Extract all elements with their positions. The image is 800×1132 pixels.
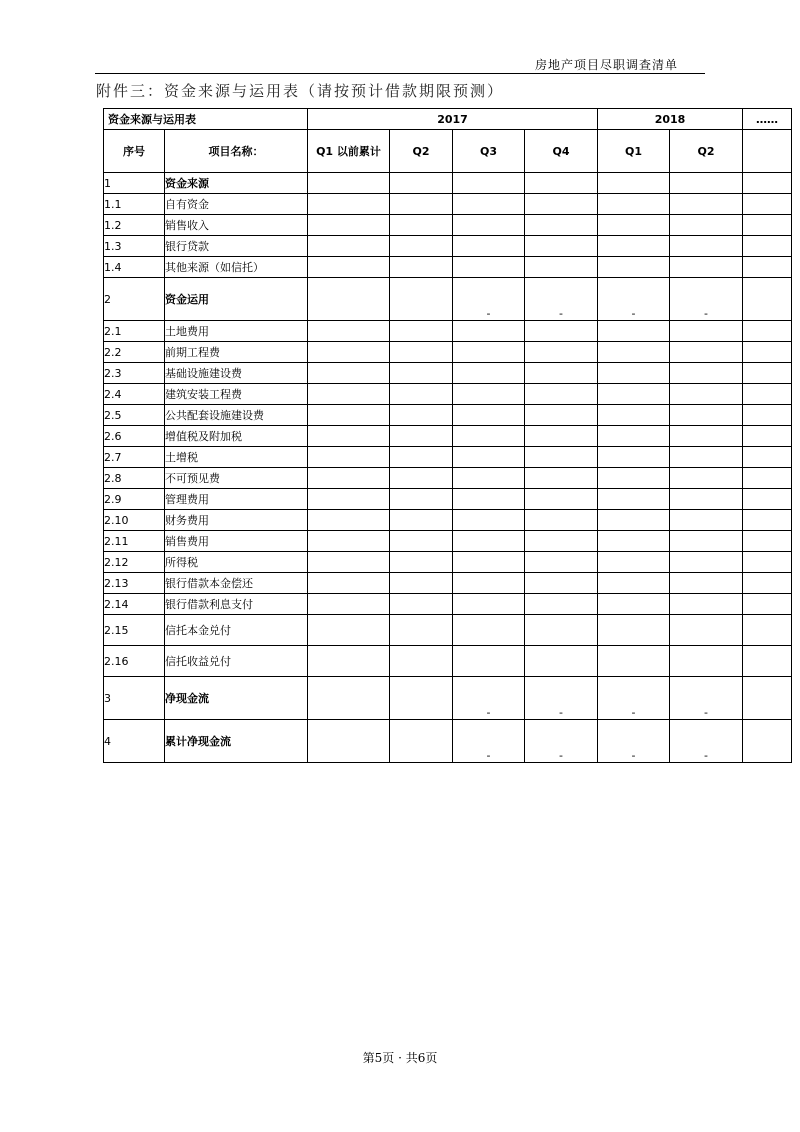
value-cell — [453, 468, 525, 489]
value-cell — [670, 447, 743, 468]
value-cell — [453, 384, 525, 405]
value-cell — [390, 426, 453, 447]
dash-mark: - — [453, 677, 525, 720]
table-row — [104, 215, 792, 236]
value-cell — [598, 489, 670, 510]
value-cell — [670, 646, 743, 677]
row-number: 2.4 — [104, 384, 165, 405]
row-item-name: 净现金流 — [165, 677, 308, 720]
dash-mark: - — [598, 677, 670, 720]
value-cell — [453, 215, 525, 236]
quarter-header: Q1 — [598, 130, 670, 173]
value-cell — [453, 615, 525, 646]
value-cell — [670, 426, 743, 447]
value-cell — [453, 489, 525, 510]
row-number: 1.4 — [104, 257, 165, 278]
row-number: 2.9 — [104, 489, 165, 510]
value-cell — [390, 257, 453, 278]
year-header: …… — [743, 109, 792, 130]
value-cell — [390, 447, 453, 468]
row-number: 2.1 — [104, 321, 165, 342]
value-cell — [598, 405, 670, 426]
page-footer: 第5页 · 共6页 — [362, 1051, 438, 1065]
row-number: 2.8 — [104, 468, 165, 489]
funds-table — [103, 108, 792, 763]
row-number: 2.14 — [104, 594, 165, 615]
value-cell — [308, 615, 390, 646]
value-cell — [390, 489, 453, 510]
row-number: 2.12 — [104, 552, 165, 573]
value-cell — [670, 615, 743, 646]
row-item-name: 不可预见费 — [165, 468, 308, 489]
value-cell — [598, 173, 670, 194]
value-cell — [743, 615, 792, 646]
value-cell — [308, 720, 390, 763]
row-number: 2.3 — [104, 363, 165, 384]
row-item-name: 销售费用 — [165, 531, 308, 552]
row-item-name: 资金来源 — [165, 173, 308, 194]
value-cell — [670, 363, 743, 384]
row-number: 3 — [104, 677, 165, 720]
row-number: 4 — [104, 720, 165, 763]
value-cell — [525, 510, 598, 531]
value-cell — [743, 363, 792, 384]
value-cell — [453, 447, 525, 468]
value-cell — [525, 552, 598, 573]
value-cell — [308, 552, 390, 573]
year-header: 2017 — [308, 109, 598, 130]
table-row — [104, 173, 792, 194]
value-cell — [670, 552, 743, 573]
value-cell — [598, 384, 670, 405]
value-cell — [390, 468, 453, 489]
table-row — [104, 194, 792, 215]
quarter-header: Q2 — [670, 130, 743, 173]
value-cell — [525, 363, 598, 384]
row-item-name: 信托本金兑付 — [165, 615, 308, 646]
value-cell — [390, 215, 453, 236]
value-cell — [308, 594, 390, 615]
value-cell — [390, 278, 453, 321]
value-cell — [525, 426, 598, 447]
value-cell — [308, 510, 390, 531]
table-row — [104, 236, 792, 257]
dash-mark: - — [598, 278, 670, 321]
value-cell — [308, 321, 390, 342]
row-item-name: 其他来源（如信托） — [165, 257, 308, 278]
row-number: 2.16 — [104, 646, 165, 677]
value-cell — [308, 468, 390, 489]
value-cell — [598, 236, 670, 257]
value-cell — [598, 646, 670, 677]
value-cell — [308, 215, 390, 236]
value-cell — [743, 447, 792, 468]
value-cell — [743, 646, 792, 677]
value-cell — [453, 426, 525, 447]
value-cell — [525, 573, 598, 594]
table-row — [104, 510, 792, 531]
value-cell — [308, 573, 390, 594]
value-cell — [598, 257, 670, 278]
value-cell — [670, 489, 743, 510]
value-cell — [743, 236, 792, 257]
row-number: 1.1 — [104, 194, 165, 215]
value-cell — [390, 384, 453, 405]
table-row — [104, 342, 792, 363]
column-header-name: 项目名称： — [165, 130, 308, 173]
value-cell — [670, 236, 743, 257]
value-cell — [743, 489, 792, 510]
value-cell — [453, 342, 525, 363]
row-number: 1.2 — [104, 215, 165, 236]
row-item-name: 所得税 — [165, 552, 308, 573]
value-cell — [525, 342, 598, 363]
value-cell — [598, 531, 670, 552]
table-row — [104, 594, 792, 615]
value-cell — [670, 531, 743, 552]
value-cell — [525, 594, 598, 615]
value-cell — [390, 405, 453, 426]
table-row — [104, 363, 792, 384]
dash-mark: - — [525, 720, 598, 763]
dash-mark: - — [453, 278, 525, 321]
value-cell — [670, 215, 743, 236]
row-number: 2.5 — [104, 405, 165, 426]
value-cell — [670, 573, 743, 594]
row-number: 2 — [104, 278, 165, 321]
dash-mark: - — [670, 677, 743, 720]
value-cell — [525, 236, 598, 257]
value-cell — [525, 646, 598, 677]
row-number: 2.6 — [104, 426, 165, 447]
row-number: 2.7 — [104, 447, 165, 468]
value-cell — [598, 510, 670, 531]
value-cell — [743, 405, 792, 426]
value-cell — [390, 236, 453, 257]
value-cell — [670, 510, 743, 531]
value-cell — [308, 447, 390, 468]
value-cell — [525, 384, 598, 405]
value-cell — [390, 594, 453, 615]
row-number: 2.11 — [104, 531, 165, 552]
value-cell — [308, 194, 390, 215]
value-cell — [670, 594, 743, 615]
value-cell — [743, 384, 792, 405]
row-number: 1.3 — [104, 236, 165, 257]
value-cell — [743, 677, 792, 720]
value-cell — [743, 215, 792, 236]
table-header-row-quarters — [104, 130, 792, 173]
table-header-row-years — [104, 109, 792, 130]
value-cell — [525, 173, 598, 194]
value-cell — [598, 594, 670, 615]
table-row — [104, 405, 792, 426]
value-cell — [743, 278, 792, 321]
row-item-name: 银行借款利息支付 — [165, 594, 308, 615]
row-item-name: 建筑安装工程费 — [165, 384, 308, 405]
row-item-name: 管理费用 — [165, 489, 308, 510]
table-row — [104, 677, 792, 720]
value-cell — [390, 342, 453, 363]
value-cell — [598, 194, 670, 215]
row-item-name: 银行借款本金偿还 — [165, 573, 308, 594]
row-item-name: 前期工程费 — [165, 342, 308, 363]
value-cell — [308, 426, 390, 447]
value-cell — [743, 510, 792, 531]
value-cell — [525, 531, 598, 552]
value-cell — [525, 489, 598, 510]
value-cell — [598, 363, 670, 384]
value-cell — [743, 468, 792, 489]
row-number: 2.2 — [104, 342, 165, 363]
row-number: 1 — [104, 173, 165, 194]
row-number: 2.15 — [104, 615, 165, 646]
value-cell — [525, 615, 598, 646]
document-title: 附件三：资金来源与运用表（请按预计借款期限预测） — [96, 82, 505, 100]
value-cell — [670, 321, 743, 342]
value-cell — [670, 405, 743, 426]
value-cell — [453, 510, 525, 531]
value-cell — [453, 405, 525, 426]
dash-mark: - — [525, 278, 598, 321]
value-cell — [525, 468, 598, 489]
value-cell — [390, 194, 453, 215]
value-cell — [390, 720, 453, 763]
value-cell — [598, 552, 670, 573]
value-cell — [525, 194, 598, 215]
table-row — [104, 531, 792, 552]
value-cell — [525, 447, 598, 468]
row-number: 2.10 — [104, 510, 165, 531]
table-row — [104, 278, 792, 321]
column-header-seq: 序号 — [104, 130, 165, 173]
row-item-name: 银行贷款 — [165, 236, 308, 257]
value-cell — [670, 173, 743, 194]
value-cell — [390, 173, 453, 194]
value-cell — [453, 363, 525, 384]
value-cell — [308, 384, 390, 405]
value-cell — [525, 405, 598, 426]
value-cell — [598, 447, 670, 468]
value-cell — [308, 646, 390, 677]
value-cell — [453, 321, 525, 342]
value-cell — [598, 215, 670, 236]
year-header: 2018 — [598, 109, 743, 130]
value-cell — [743, 342, 792, 363]
value-cell — [308, 405, 390, 426]
value-cell — [525, 321, 598, 342]
row-item-name: 基础设施建设费 — [165, 363, 308, 384]
header-rule — [95, 73, 705, 74]
table-corner-label: 资金来源与运用表 — [104, 109, 308, 130]
value-cell — [308, 257, 390, 278]
row-number: 2.13 — [104, 573, 165, 594]
table-row — [104, 426, 792, 447]
row-item-name: 销售收入 — [165, 215, 308, 236]
value-cell — [525, 257, 598, 278]
table-row — [104, 468, 792, 489]
value-cell — [308, 531, 390, 552]
value-cell — [308, 363, 390, 384]
value-cell — [525, 215, 598, 236]
row-item-name: 自有资金 — [165, 194, 308, 215]
running-header: 房地产项目尽职调查清单 — [534, 58, 678, 72]
row-item-name: 增值税及附加税 — [165, 426, 308, 447]
value-cell — [308, 236, 390, 257]
value-cell — [743, 720, 792, 763]
dash-mark: - — [670, 278, 743, 321]
value-cell — [390, 677, 453, 720]
row-item-name: 累计净现金流 — [165, 720, 308, 763]
value-cell — [308, 278, 390, 321]
table-row — [104, 646, 792, 677]
value-cell — [743, 552, 792, 573]
table-row — [104, 489, 792, 510]
value-cell — [743, 173, 792, 194]
value-cell — [390, 510, 453, 531]
dash-mark: - — [525, 677, 598, 720]
value-cell — [453, 646, 525, 677]
value-cell — [390, 573, 453, 594]
value-cell — [743, 257, 792, 278]
value-cell — [598, 573, 670, 594]
quarter-header: Q3 — [453, 130, 525, 173]
row-item-name: 土增税 — [165, 447, 308, 468]
table-row — [104, 384, 792, 405]
value-cell — [453, 194, 525, 215]
quarter-header: Q1 以前累计 — [308, 130, 390, 173]
value-cell — [743, 594, 792, 615]
table-row — [104, 447, 792, 468]
value-cell — [308, 342, 390, 363]
value-cell — [453, 594, 525, 615]
dash-mark: - — [453, 720, 525, 763]
value-cell — [308, 489, 390, 510]
value-cell — [743, 194, 792, 215]
row-item-name: 财务费用 — [165, 510, 308, 531]
value-cell — [390, 531, 453, 552]
value-cell — [670, 342, 743, 363]
value-cell — [670, 257, 743, 278]
value-cell — [308, 677, 390, 720]
value-cell — [308, 173, 390, 194]
table-row — [104, 573, 792, 594]
value-cell — [598, 426, 670, 447]
value-cell — [670, 384, 743, 405]
row-item-name: 土地费用 — [165, 321, 308, 342]
value-cell — [453, 573, 525, 594]
value-cell — [390, 615, 453, 646]
value-cell — [390, 552, 453, 573]
value-cell — [743, 573, 792, 594]
value-cell — [453, 552, 525, 573]
value-cell — [743, 321, 792, 342]
value-cell — [743, 426, 792, 447]
value-cell — [390, 321, 453, 342]
empty-cell — [743, 130, 792, 173]
row-item-name: 信托收益兑付 — [165, 646, 308, 677]
value-cell — [453, 531, 525, 552]
table-row — [104, 720, 792, 763]
dash-mark: - — [670, 720, 743, 763]
value-cell — [598, 468, 670, 489]
value-cell — [390, 363, 453, 384]
table-row — [104, 257, 792, 278]
value-cell — [453, 173, 525, 194]
value-cell — [453, 236, 525, 257]
value-cell — [670, 468, 743, 489]
table-row — [104, 552, 792, 573]
row-item-name: 资金运用 — [165, 278, 308, 321]
value-cell — [598, 615, 670, 646]
table-row — [104, 321, 792, 342]
row-item-name: 公共配套设施建设费 — [165, 405, 308, 426]
value-cell — [743, 531, 792, 552]
value-cell — [598, 342, 670, 363]
quarter-header: Q2 — [390, 130, 453, 173]
value-cell — [453, 257, 525, 278]
value-cell — [598, 321, 670, 342]
value-cell — [670, 194, 743, 215]
value-cell — [390, 646, 453, 677]
table-row — [104, 615, 792, 646]
dash-mark: - — [598, 720, 670, 763]
quarter-header: Q4 — [525, 130, 598, 173]
